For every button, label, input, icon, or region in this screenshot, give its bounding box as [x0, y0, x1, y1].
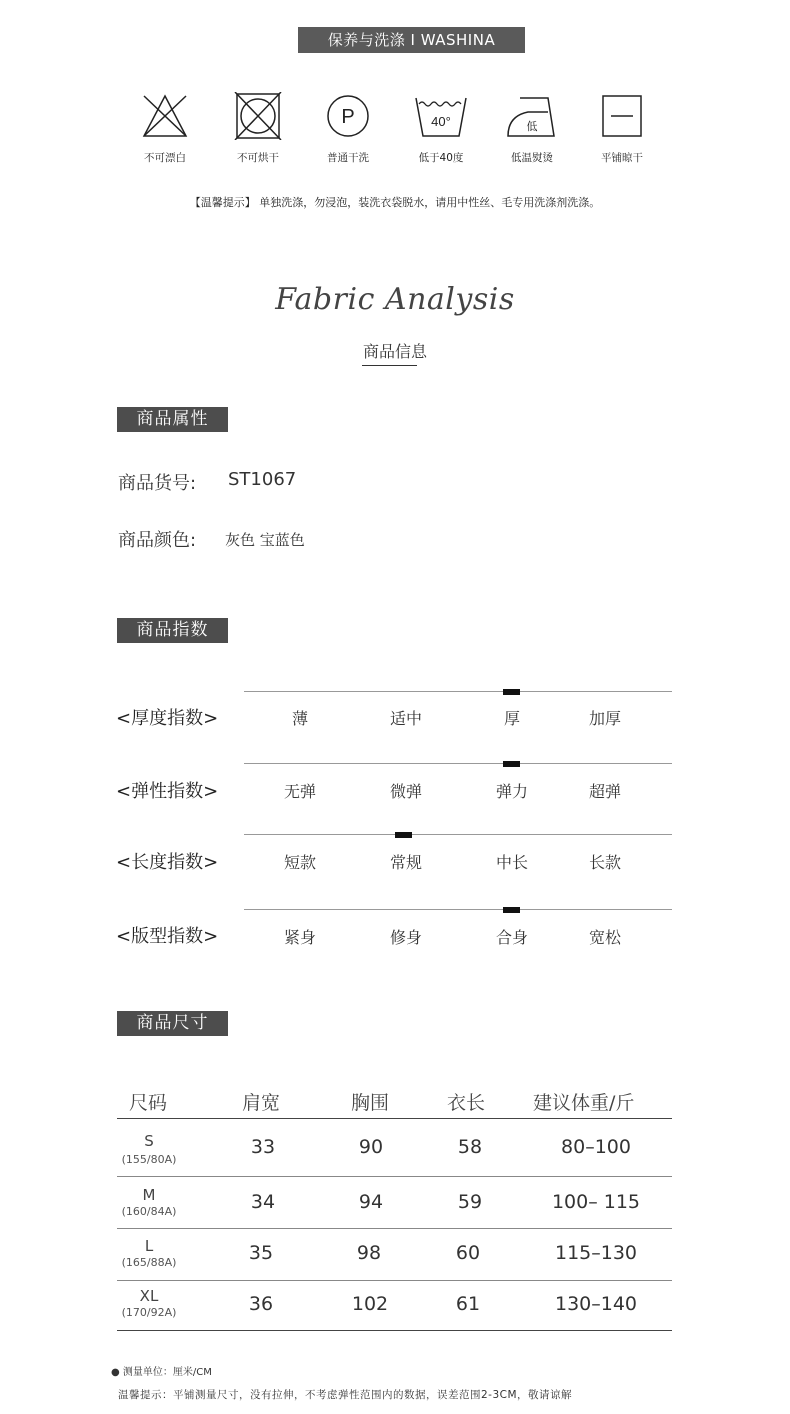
- chest-cell: 90: [358, 1136, 384, 1158]
- size-spec: (170/92A): [121, 1306, 177, 1319]
- care-dry-clean: [308, 92, 388, 165]
- index-option: 弹力: [495, 782, 528, 801]
- care-label: 低于40度: [418, 152, 464, 164]
- index-label: <版型指数>: [116, 926, 219, 947]
- index-option: 长款: [588, 853, 621, 872]
- shoulder-cell: 35: [248, 1242, 274, 1264]
- length-cell: 61: [455, 1293, 481, 1315]
- index-option: 常规: [389, 853, 422, 872]
- index-track: [244, 909, 672, 910]
- care-label: 不可烘干: [237, 152, 279, 164]
- fabric-analysis-title: Fabric Analysis: [275, 282, 515, 317]
- size-spec: (155/80A): [121, 1153, 177, 1166]
- chest-cell: 102: [351, 1293, 389, 1315]
- index-label: <长度指数>: [116, 852, 219, 873]
- iron-low-icon: [504, 92, 560, 140]
- weight-cell: 100– 115: [551, 1191, 641, 1213]
- table-row: [117, 1281, 672, 1330]
- index-option: 适中: [389, 709, 422, 728]
- shoulder-cell: 33: [250, 1136, 276, 1158]
- table-row: [117, 1177, 672, 1228]
- size-label: L: [144, 1237, 154, 1255]
- product-info-subtitle: 商品信息: [362, 342, 427, 361]
- index-option: 超弹: [588, 782, 621, 801]
- row-divider: [117, 1330, 672, 1331]
- subtitle-underline: [362, 365, 417, 366]
- care-dry-flat: [582, 92, 662, 165]
- index-track: [244, 691, 672, 692]
- measurement-tip-note: 温馨提示：平铺测量尺寸，没有拉伸，不考虑弹性范围内的数据，误差范围2-3CM，敬请谅解: [118, 1389, 573, 1401]
- index-marker: [395, 832, 412, 838]
- weight-cell: 130–140: [554, 1293, 638, 1315]
- shoulder-cell: 34: [250, 1191, 276, 1213]
- column-header: 胸围: [351, 1092, 390, 1114]
- column-header: 肩宽: [242, 1092, 281, 1114]
- index-option: 修身: [389, 928, 422, 947]
- care-label: 低温熨烫: [511, 152, 553, 164]
- index-track: [244, 834, 672, 835]
- no-bleach-icon: [140, 92, 190, 140]
- color-label: 商品颜色:: [118, 530, 197, 551]
- weight-cell: 80–100: [561, 1136, 631, 1158]
- dry-flat-icon: [597, 92, 647, 140]
- index-option: 短款: [283, 853, 316, 872]
- color-value: 灰色 宝蓝色: [225, 531, 305, 549]
- index-marker: [503, 689, 520, 695]
- sku-value: ST1067: [228, 469, 297, 490]
- length-cell: 58: [457, 1136, 483, 1158]
- size-spec: (160/84A): [121, 1205, 177, 1218]
- table-row: [117, 1119, 672, 1176]
- care-label: 不可漂白: [144, 152, 186, 164]
- chest-cell: 94: [358, 1191, 384, 1213]
- index-option: 宽松: [588, 928, 621, 947]
- iron-temp-symbol: 低: [526, 120, 538, 133]
- size-label: M: [142, 1186, 156, 1204]
- index-option: 中长: [495, 853, 528, 872]
- column-header: 建议体重/斤: [533, 1092, 635, 1114]
- index-option: 合身: [495, 928, 528, 947]
- column-header: 尺码: [129, 1092, 168, 1114]
- chest-cell: 98: [356, 1242, 382, 1264]
- care-tip: 【温馨提示】 单独洗涤，勿浸泡，装洗衣袋脱水，请用中性丝、毛专用洗涤剂洗涤。: [189, 196, 601, 209]
- index-label: <弹性指数>: [116, 781, 219, 802]
- care-no-tumble-dry: [218, 92, 298, 165]
- index-option: 无弹: [283, 782, 316, 801]
- index-option: 紧身: [283, 928, 316, 947]
- table-row: [117, 1229, 672, 1280]
- length-cell: 59: [457, 1191, 483, 1213]
- index-marker: [503, 907, 520, 913]
- weight-cell: 115–130: [554, 1242, 638, 1264]
- care-section-title: 保养与洗涤 I WASHINA: [298, 27, 525, 53]
- sku-label: 商品货号:: [118, 473, 197, 494]
- wash-temp-symbol: 40°: [431, 114, 451, 129]
- sizes-header: 商品尺寸: [117, 1011, 228, 1036]
- size-label: XL: [139, 1287, 159, 1305]
- wash-40-icon: [413, 92, 469, 140]
- care-wash-40: [401, 92, 481, 165]
- care-iron-low: [492, 92, 572, 165]
- index-option: 厚: [503, 709, 520, 728]
- size-spec: (165/88A): [121, 1256, 177, 1269]
- length-cell: 60: [455, 1242, 481, 1264]
- index-label: <厚度指数>: [116, 708, 219, 729]
- index-option: 微弹: [389, 782, 422, 801]
- care-label: 普通干洗: [327, 152, 369, 164]
- care-label: 平铺晾干: [601, 152, 643, 164]
- dry-clean-p-icon: [323, 92, 373, 140]
- index-option: 薄: [291, 709, 308, 728]
- index-marker: [503, 761, 520, 767]
- size-label: S: [144, 1132, 154, 1150]
- attributes-header: 商品属性: [117, 407, 228, 432]
- indices-header: 商品指数: [117, 618, 228, 643]
- care-no-bleach: [125, 92, 205, 165]
- measurement-unit-note: ● 测量单位：厘米/CM: [111, 1367, 212, 1378]
- index-option: 加厚: [588, 709, 621, 728]
- shoulder-cell: 36: [248, 1293, 274, 1315]
- no-tumble-dry-icon: [233, 92, 283, 140]
- column-header: 衣长: [447, 1092, 486, 1114]
- index-track: [244, 763, 672, 764]
- svg-text:P: P: [341, 106, 355, 128]
